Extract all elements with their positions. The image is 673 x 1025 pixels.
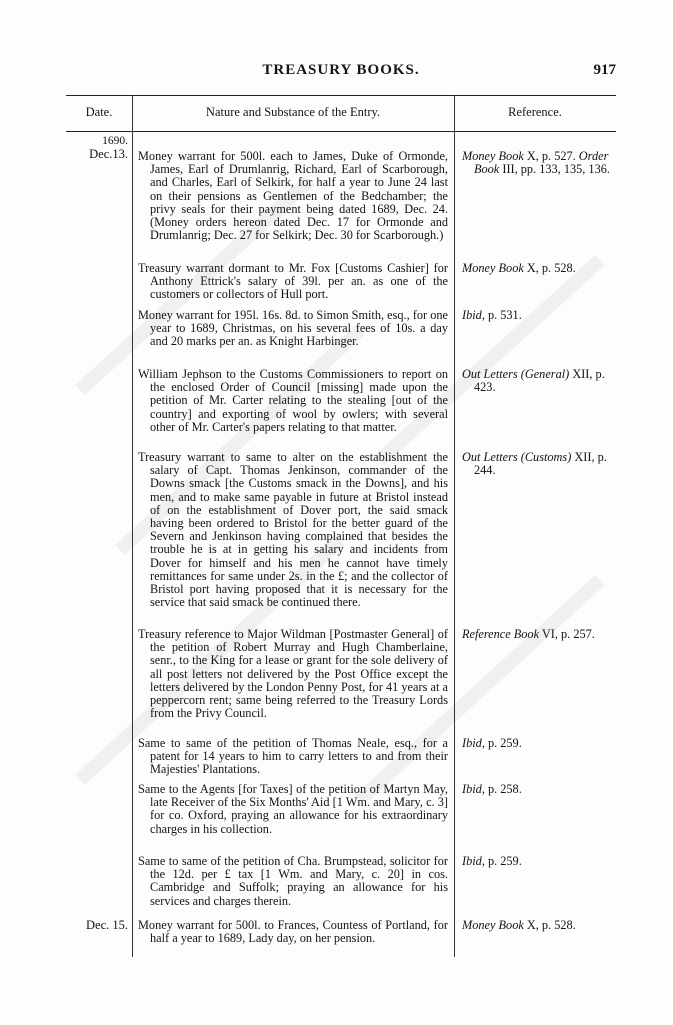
entry-text: Same to the Agents [for Taxes] of the petition of Martyn May, late Receiver of the Six Months' Aid [1 Wm. and Mary, c. 3] for co. Oxford, praying an allowance for his extraordinary charges in his collection.: [138, 782, 448, 836]
entry-text: Treasury warrant dormant to Mr. Fox [Customs Cashier] for Anthony Ettrick's salary of 39l. per an. as one of the customers or collectors of Hull port.: [138, 261, 448, 302]
reference-source: Ibid: [462, 308, 482, 322]
entry-date: Dec.13.: [89, 147, 128, 161]
reference-source: Ibid: [462, 782, 482, 796]
running-head: [66, 62, 616, 84]
running-title: TREASURY BOOKS.: [262, 62, 420, 78]
reference-source: Out Letters (Customs): [462, 450, 572, 464]
entry-year: 1690.: [102, 135, 128, 147]
reference-cell: [462, 368, 614, 394]
reference-source: Reference Book: [462, 627, 540, 641]
page-number: 917: [593, 62, 616, 78]
reference-detail: X, p. 528.: [523, 261, 576, 275]
column-header-date: Date.: [85, 105, 113, 119]
reference-detail: XII, p. 423.: [474, 367, 605, 395]
entry-text: Same to same of the petition of Thomas Neale, esq., for a patent for 14 years to him to carry letters to and from their Majesties' Plantations.: [138, 736, 448, 777]
reference-detail: X, p. 527.: [523, 149, 576, 163]
reference-source: Money Book: [462, 149, 524, 163]
date-cell: [66, 135, 128, 161]
reference-cell: [462, 309, 614, 322]
entry-text: Money warrant for 500l. each to James, Duke of Ormonde, James, Earl of Drumlanrig, Richard, Earl of Scarborough, and Charles, Earl of Selkirk, for half a year to June 24 last on their pensions as Gentlemen of the Bedchamber; the privy seals for their payment being dated 1689, Dec. 24. (Money orders hereon dated Dec. 17 for Ormonde and Drumlanrig; Dec. 27 for Selkirk; Dec. 30 for Scarborough.): [138, 149, 448, 243]
date-cell: [66, 919, 128, 932]
reference-cell: [462, 737, 614, 750]
column-divider: [132, 95, 133, 957]
reference-source: Out Letters (General): [462, 367, 570, 381]
column-divider: [454, 95, 455, 957]
header-rule: [66, 131, 616, 132]
entry-text: Treasury warrant to same to alter on the establishment the salary of Capt. Thomas Jenkinson, commander of the Downs smack [the Customs smack in the Downs], and his men, and to make same payable in future at Bristol instead of on the establishment of Dover port, the said smack having been ordered to Bristol for the better guard of the Severn and Jenkinson having complained that besides the trouble he is at in getting his salary and incidents from Dover for himself and his men he cannot have timely remittances for same under 2s. in the £; and the collector of Bristol port having proposed that it is necessary for the service that said smack be continued there.: [138, 450, 448, 610]
reference-cell: [462, 150, 614, 176]
reference-detail: , p. 531.: [481, 308, 522, 322]
entry-date: Dec. 15.: [86, 918, 128, 932]
reference-detail: XII, p. 244.: [474, 450, 607, 478]
reference-cell: [462, 783, 614, 796]
entry-text: Same to same of the petition of Cha. Brumpstead, solicitor for the 12d. per £ tax [1 Wm. and Mary, c. 20] in cos. Cambridge and Suffolk; praying an allowance for his services and charges therein.: [138, 854, 448, 908]
reference-detail: , p. 259.: [481, 854, 522, 868]
table-top-rule: [66, 95, 616, 96]
reference-source: Money Book: [462, 918, 524, 932]
reference-detail: X, p. 528.: [523, 918, 576, 932]
reference-source: Money Book: [462, 261, 524, 275]
column-header-reference: Reference.: [508, 105, 562, 119]
reference-detail: , p. 259.: [481, 736, 522, 750]
reference-cell: [462, 628, 614, 641]
reference-cell: [462, 451, 614, 477]
entry-text: William Jephson to the Customs Commissioners to report on the enclosed Order of Council [missing] made upon the petition of Mr. Carter relating to the stealing [out of the country] and exporting of wool by owlers; with several other of Mr. Carter's papers relating to that matter.: [138, 367, 448, 434]
column-header-nature: Nature and Substance of the Entry.: [205, 105, 381, 119]
entry-text: Money warrant for 500l. to Frances, Countess of Portland, for half a year to 1689, Lady day, on her pension.: [138, 918, 448, 946]
reference-source: Ibid: [462, 736, 482, 750]
reference-source: Order Book: [474, 149, 609, 177]
reference-detail: III, pp. 133, 135, 136.: [499, 162, 610, 177]
reference-detail: VI, p. 257.: [539, 627, 595, 641]
reference-detail: , p. 258.: [481, 782, 522, 796]
reference-cell: [462, 919, 614, 932]
entry-text: Money warrant for 195l. 16s. 8d. to Simon Smith, esq., for one year to 1689, Christmas, on his several fees of 10s. a day and 20 marks per an. as Knight Harbinger.: [138, 308, 448, 349]
reference-source: Ibid: [462, 854, 482, 868]
reference-cell: [462, 855, 614, 868]
reference-cell: [462, 262, 614, 275]
entry-text: Treasury reference to Major Wildman [Postmaster General] of the petition of Robert Murray and Hugh Chamberlaine, senr., to the King for a lease or grant for the sole delivery of all post letters not delivered by the Post Office except the letters delivered by the London Penny Post, for 41 years at a peppercorn rent; same being referred to the Treasury Lords from the Privy Council.: [138, 627, 448, 721]
